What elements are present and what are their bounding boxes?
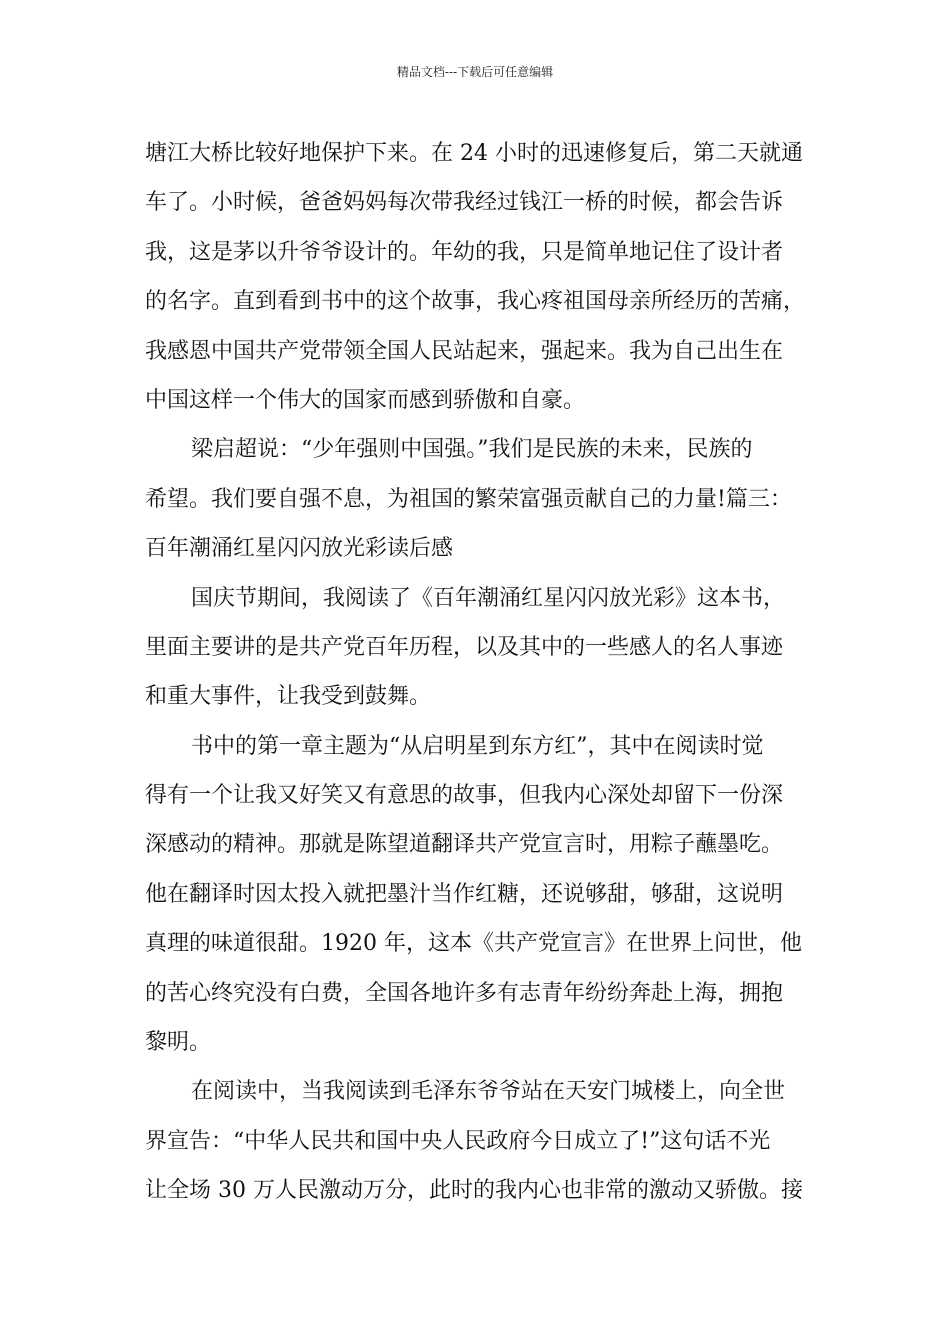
- text-line: 让全场 30 万人民激动万分，此时的我内心也非常的激动又骄傲。接: [145, 1178, 803, 1204]
- text-line: 塘江大桥比较好地保护下来。在 24 小时的迅速修复后，第二天就通: [145, 141, 803, 166]
- text-line: 车了。小时候，爸爸妈妈每次带我经过钱江一桥的时候，都会告诉: [145, 190, 784, 216]
- paragraph-first-line: 在阅读中，当我阅读到毛泽东爷爷站在天安门城楼上，向全世: [191, 1079, 786, 1105]
- page-header: 精品文档---下载后可任意编辑: [396, 65, 554, 79]
- text-line: 里面主要讲的是共产党百年历程，以及其中的一些感人的名人事迹: [145, 634, 784, 660]
- text-line: 得有一个让我又好笑又有意思的故事，但我内心深处却留下一份深: [145, 783, 784, 809]
- text-line: 的名字。直到看到书中的这个故事，我心疼祖国母亲所经历的苦痛，: [145, 289, 806, 315]
- text-line: 和重大事件，让我受到鼓舞。: [145, 684, 432, 710]
- text-line: 真理的味道很甜。1920 年，这本《共产党宣言》在世界上问世，他: [145, 931, 802, 957]
- text-line: 希望。我们要自强不息，为祖国的繁荣富强贡献自己的力量!篇三：: [145, 486, 792, 512]
- document-body: [145, 129, 815, 1216]
- section-title-line: 百年潮涌红星闪闪放光彩读后感: [145, 536, 454, 562]
- text-line: 我，这是茅以升爷爷设计的。年幼的我，只是简单地记住了设计者: [145, 239, 784, 265]
- text-line: 他在翻译时因太投入就把墨汁当作红糖，还说够甜，够甜，这说明: [145, 881, 784, 907]
- text-line: 的苦心终究没有白费，全国各地许多有志青年纷纷奔赴上海，拥抱: [145, 980, 784, 1006]
- text-line: 黎明。: [145, 1030, 212, 1056]
- text-line: 深感动的精神。那就是陈望道翻译共产党宣言时，用粽子蘸墨吃。: [145, 832, 784, 858]
- text-line: 中国这样一个伟大的国家而感到骄傲和自豪。: [145, 387, 586, 413]
- paragraph-first-line: 国庆节期间，我阅读了《百年潮涌红星闪闪放光彩》这本书，: [191, 585, 786, 611]
- text-line: 我感恩中国共产党带领全国人民站起来，强起来。我为自己出生在: [145, 338, 784, 364]
- paragraph-first-line: 书中的第一章主题为“从启明星到东方红”，其中在阅读时觉: [191, 733, 764, 759]
- paragraph-first-line: 梁启超说：“少年强则中国强。”我们是民族的未来，民族的: [191, 437, 753, 463]
- text-line: 界宣告：“中华人民共和国中央人民政府今日成立了!”这句话不光: [145, 1128, 771, 1154]
